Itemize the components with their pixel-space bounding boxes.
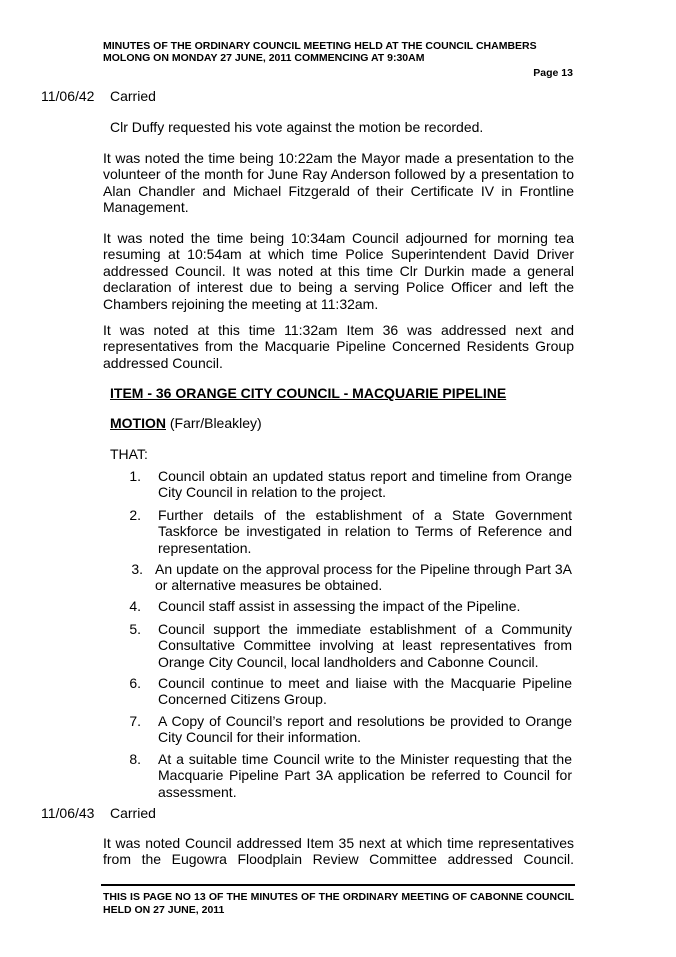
resolution-status-1: Carried: [110, 88, 156, 104]
header-line-2: MOLONG ON MONDAY 27 JUNE, 2011 COMMENCING AT 9:30AM: [103, 52, 425, 64]
item-number: 2.: [129, 507, 141, 523]
motion-label: MOTION: [110, 415, 166, 431]
list-item: Council obtain an updated status report and timeline from Orange City Council in relation to the project.: [158, 468, 572, 501]
item-heading: ITEM - 36 ORANGE CITY COUNCIL - MACQUARIE PIPELINE: [110, 385, 507, 401]
list-item: Council staff assist in assessing the impact of the Pipeline.: [158, 598, 521, 614]
page-number: Page 13: [533, 67, 573, 79]
motion-movers: (Farr/Bleakley): [169, 415, 262, 431]
list-item: Council support the immediate establishment of a Community Consultative Committee involving at least representatives from Orange City Council, local landholders and Cabonne Council.: [158, 621, 572, 670]
that-label: THAT:: [110, 446, 148, 462]
footer-divider: [101, 884, 575, 886]
item-number: 1.: [129, 468, 141, 484]
list-item: Further details of the establishment of a State Government Taskforce be investigated in relation to Terms of Reference and representation.: [158, 507, 572, 556]
resolution-number-1: 11/06/42: [41, 88, 95, 104]
item-number: 7.: [129, 713, 141, 729]
paragraph-item36: It was noted at this time 11:32am Item 36 was addressed next and representatives from the Macquarie Pipeline Concerned Residents Group addressed Council.: [103, 322, 574, 371]
list-item: At a suitable time Council write to the Minister requesting that the Macquarie Pipeline Part 3A application be referred to Council for assessment.: [158, 751, 572, 800]
item-number: 5.: [129, 621, 141, 637]
paragraph-duffy: Clr Duffy requested his vote against the motion be recorded.: [110, 119, 484, 135]
list-item: An update on the approval process for the Pipeline through Part 3A or alternative measures be obtained.: [155, 561, 572, 594]
resolution-status-2: Carried: [110, 805, 156, 821]
list-item: A Copy of Council’s report and resolutions be provided to Orange City Council for their information.: [158, 713, 572, 746]
list-item: Council continue to meet and liaise with the Macquarie Pipeline Concerned Citizens Group.: [158, 675, 572, 708]
header-line-1: MINUTES OF THE ORDINARY COUNCIL MEETING HELD AT THE COUNCIL CHAMBERS: [103, 40, 537, 52]
paragraph-presentation: It was noted the time being 10:22am the Mayor made a presentation to the volunteer of the month for June Ray Anderson followed by a presentation to Alan Chandler and Michael Fitzgerald of their Certificate IV in Frontline Management.: [103, 150, 574, 216]
resolution-number-2: 11/06/43: [41, 805, 95, 821]
item-number: 6.: [129, 675, 141, 691]
motion-line: [110, 415, 262, 431]
paragraph-item35: It was noted Council addressed Item 35 next at which time representatives from the Eugowra Floodplain Review Committee addressed Council.: [103, 835, 574, 868]
document-footer: THIS IS PAGE NO 13 OF THE MINUTES OF THE ORDINARY MEETING OF CABONNE COUNCIL HELD ON 27 JUNE, 2011: [103, 891, 574, 916]
item-number: 4.: [129, 598, 141, 614]
paragraph-adjourned: It was noted the time being 10:34am Council adjourned for morning tea resuming at 10:54am at which time Police Superintendent David Driver addressed Council. It was noted at this time Clr Durkin made a general declaration of interest due to being a serving Police Officer and left the Chambers rejoining the meeting at 11:32am.: [103, 230, 574, 312]
document-header: [103, 40, 573, 64]
item-number: 3.: [131, 561, 143, 577]
item-number: 8.: [129, 751, 141, 767]
